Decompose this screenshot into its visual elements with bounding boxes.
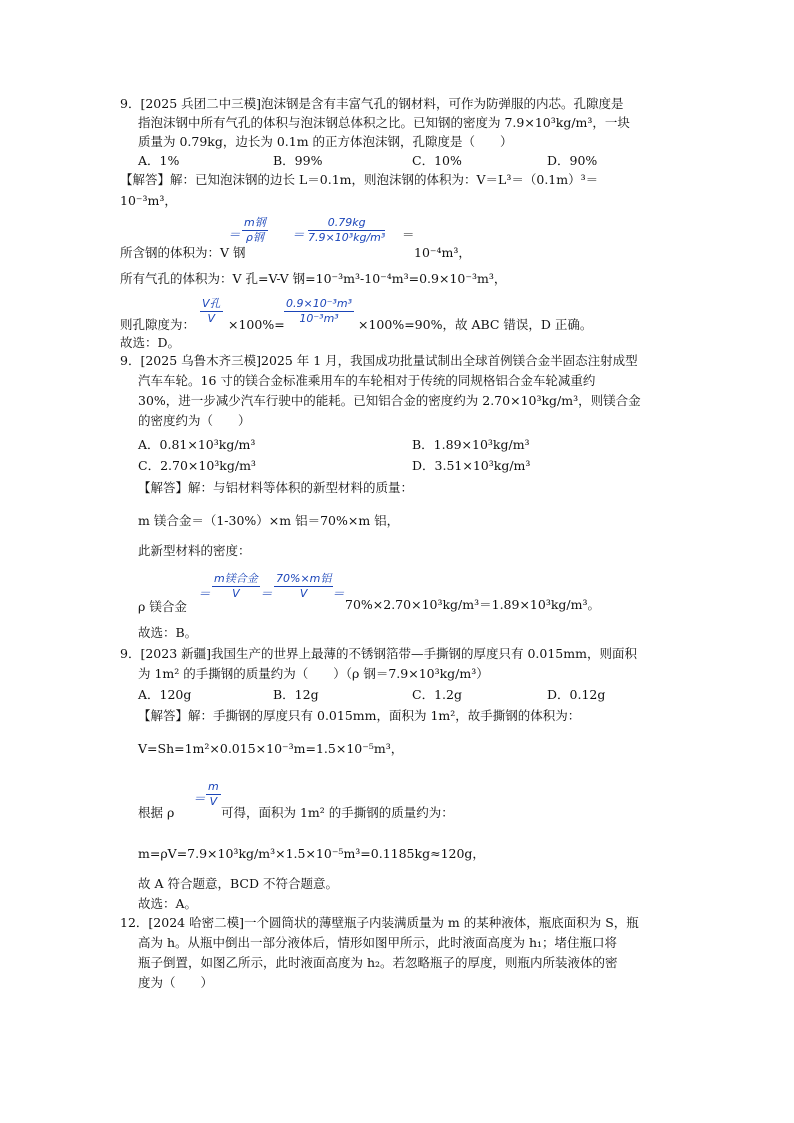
q9c-rho-suffix: 可得，面积为 1m² 的手撕钢的质量约为： xyxy=(221,805,454,820)
q9c-conclusion: 故 A 符合题意，BCD 不符合题意。 xyxy=(138,876,338,891)
q9c-option-a: A．120g xyxy=(138,687,192,702)
q9b-line-1: 9．[2025 乌鲁木齐三模]2025 年 1 月，我国成功批量试制出全球首例镁合金半固态注射成型 xyxy=(120,353,638,368)
q9a-fraction-2: $\frac{0.79kg}{\text{7.9×10³kg/m³}}$ xyxy=(308,216,386,244)
q9a-porosity-prefix: 则孔隙度为： xyxy=(120,317,196,332)
q9a-pore-volume: 所有气孔的体积为：V 孔=V-V 钢=10⁻³m³-10⁻⁴m³=0.9×10⁻³m³， xyxy=(120,271,507,286)
q9a-line-1: 9．[2025 兵团二中三模]泡沫钢是含有丰富气孔的钢材料，可作为防弹服的内芯。孔隙度是 xyxy=(120,96,624,111)
q9b-line-2: 汽车车轮。16 寸的镁合金标准乘用车的车轮相对于传统的同规格铝合金车轮减重约 xyxy=(138,373,596,388)
q9a-fraction-4: $\frac{\text{0.9×10⁻³m³}}{\text{10⁻³m³}}$ xyxy=(286,297,353,325)
q12-line-4: 度为（ ） xyxy=(138,975,214,990)
q9b-fraction-2: 70%×m铝 V xyxy=(276,572,332,600)
q9c-volume: V=Sh=1m²×0.015×10⁻³m=1.5×10⁻⁵m³， xyxy=(138,741,404,756)
answer-tag: 【解答】 xyxy=(138,480,189,495)
document-page: 9．[2025 兵团二中三模]泡沫钢是含有丰富气孔的钢材料，可作为防弹服的内芯。孔隙度是 指泡沫钢中所有气孔的体积与泡沫钢总体积之比。已知钢的密度为 7.9×10³kg/m³，一块 质量为 0.79kg，边长为 0.1m 的正方体泡沫钢，孔隙度是（ ） A．1% B．99% C．10% D．90% 【解答】解：已知泡沫钢的边长 L＝0.1m，则泡沫钢的体积为：V＝L³＝（0.1m）³＝ 10⁻³m³， 所含钢的体积为：V 钢 ＝ m钢 ρ钢 ＝ $\frac{0.79kg}{\text{7.9×10³kg/m³}}$ ＝ 10⁻⁴m³， 所有气孔的体积为：V 孔=V-V 钢=10⁻³m³-10⁻⁴m³=0.9×10⁻³m³， 则孔隙度为： V孔 V ×100%= $\frac{\text{0.9×10⁻³m³}}{\text{10⁻³m³}}$ ×100%=90%，故 ABC 错误，D 正确。 故选：D。 9．[2025 乌鲁木齐三模]2025 年 1 月，我国成功批量试制出全球首例镁合金半固态注射成型 汽车车轮。16 寸的镁合金标准乘用车的车轮相对于传统的同规格铝合金车轮减重约 30%，进一步减少汽车行驶中的能耗。已知铝合金的密度约为 2.70×10³kg/m³，则镁合金 的密度约为（ ） A．0.81×10³kg/m³ B．1.89×10³kg/m³ C．2.70×10³kg/m³ D．3.51×10³kg/m³ 【解答】解：与铝材料等体积的新型材料的质量： m 镁合金＝（1-30%）×m 铝＝70%×m 铝， 此新型材料的密度： ρ 镁合金 ＝ m镁合金 V ＝ 70%×m铝 V ＝ 70%×2.70×10³kg/m³＝1.89×10³kg/m³。 故选：B。 9．[2023 新疆]我国生产的世界上最薄的不锈钢箔带—手撕钢的厚度只有 0.015mm，则面积 为 1m² 的手撕钢的质量约为（ ）（ρ 钢＝7.9×10³kg/m³） A．120g B．12g C．1.2g D．0.12g 【解答】解：手撕钢的厚度只有 0.015mm，面积为 1m²，故手撕钢的体积为： V=Sh=1m²×0.015×10⁻³m=1.5×10⁻⁵m³， 根据 ρ ＝ $\frac{m}{V}$ 可得，面积为 1m² 的手撕钢的质量约为： m=ρV=7.9×10³kg/m³×1.5×10⁻⁵m³=0.1185kg≈120g， 故 A 符合题意，BCD 不符合题意。 故选：A。 12．[2024 哈密二模]一个圆筒状的薄壁瓶子内装满质量为 m 的某种液体，瓶底面积为 S，瓶 高为 h。从瓶中倒出一部分液体后，情形如图甲所示，此时液面高度为 h₁；堵住瓶口将 瓶子倒置，如图乙所示，此时液面高度为 h₂。若忽略瓶子的厚度，则瓶内所装液体的密 度为（ ） xyxy=(120,96,641,990)
q9c-rho-prefix: 根据 ρ xyxy=(138,805,175,820)
q9b-option-d: D．3.51×10³kg/m³ xyxy=(412,458,531,473)
q9a-option-c: C．10% xyxy=(412,153,462,168)
q9b-rho-label: ρ 镁合金 xyxy=(138,599,187,614)
q9a-line-3: 质量为 0.79kg，边长为 0.1m 的正方体泡沫钢，孔隙度是（ ） xyxy=(138,134,513,149)
q9c-answer-line-1 xyxy=(138,707,580,725)
q9c-line-1: 9．[2023 新疆]我国生产的世界上最薄的不锈钢箔带—手撕钢的厚度只有 0.015mm，则面积 xyxy=(120,646,637,661)
q9a-porosity-mid: ×100%= xyxy=(228,317,285,332)
q9b-option-a: A．0.81×10³kg/m³ xyxy=(138,437,256,452)
q9a-answer-line-2: 10⁻³m³， xyxy=(120,193,177,208)
q9c-fraction: $\frac{m}{V}$ xyxy=(208,780,219,808)
answer-text: 解：手撕钢的厚度只有 0.015mm，面积为 1m²，故手撕钢的体积为： xyxy=(188,708,581,723)
q9a-fraction-3: V孔 V xyxy=(202,297,221,325)
q9c-option-c: C．1.2g xyxy=(412,687,462,702)
q9a-porosity-end: ×100%=90%，故 ABC 错误，D 正确。 xyxy=(358,317,593,332)
q9c-choose: 故选：A。 xyxy=(138,896,198,911)
q9b-choose: 故选：B。 xyxy=(138,625,198,640)
answer-tag: 【解答】 xyxy=(138,708,189,723)
q9a-steel-volume-prefix: 所含钢的体积为：V 钢 xyxy=(120,245,246,260)
q9b-density-label: 此新型材料的密度： xyxy=(138,543,251,558)
q9c-option-b: B．12g xyxy=(273,687,319,702)
q9a-option-d: D．90% xyxy=(547,153,598,168)
q9b-mass: m 镁合金＝（1-30%）×m 铝＝70%×m 铝， xyxy=(138,513,400,528)
q9b-line-4: 的密度约为（ ） xyxy=(138,413,251,428)
q9b-result: 70%×2.70×10³kg/m³＝1.89×10³kg/m³。 xyxy=(345,597,601,612)
q9a-option-b: B．99% xyxy=(273,153,323,168)
q9a-option-a: A．1% xyxy=(138,153,180,168)
q9c-option-d: D．0.12g xyxy=(547,687,606,702)
q12-line-2: 高为 h。从瓶中倒出一部分液体后，情形如图甲所示，此时液面高度为 h₁；堵住瓶口将 xyxy=(138,935,618,950)
q9b-line-3: 30%，进一步减少汽车行驶中的能耗。已知铝合金的密度约为 2.70×10³kg/m³，则镁合金 xyxy=(138,393,641,408)
q12-line-3: 瓶子倒置，如图乙所示，此时液面高度为 h₂。若忽略瓶子的厚度，则瓶内所装液体的密 xyxy=(138,955,618,970)
q9c-mass: m=ρV=7.9×10³kg/m³×1.5×10⁻⁵m³=0.1185kg≈120g， xyxy=(138,846,485,861)
q9a-answer-line-1 xyxy=(120,171,598,189)
q9c-line-2: 为 1m² 的手撕钢的质量约为（ ）（ρ 钢＝7.9×10³kg/m³） xyxy=(138,666,489,681)
q12-line-1: 12．[2024 哈密二模]一个圆筒状的薄壁瓶子内装满质量为 m 的某种液体，瓶底面积为 S，瓶 xyxy=(120,915,639,930)
answer-text: 解：与铝材料等体积的新型材料的质量： xyxy=(188,480,414,495)
answer-tag: 【解答】 xyxy=(120,172,171,187)
q9b-option-c: C．2.70×10³kg/m³ xyxy=(138,458,256,473)
q9a-choose: 故选：D。 xyxy=(120,335,181,350)
q9b-fraction-1: m镁合金 V xyxy=(214,572,258,600)
answer-text: 解：已知泡沫钢的边长 L＝0.1m，则泡沫钢的体积为：V＝L³＝（0.1m）³＝ xyxy=(170,172,599,187)
q9a-fraction-1: m钢 ρ钢 xyxy=(244,216,266,244)
q9b-option-b: B．1.89×10³kg/m³ xyxy=(412,437,530,452)
q9a-line-2: 指泡沫钢中所有气孔的体积与泡沫钢总体积之比。已知钢的密度为 7.9×10³kg/m³，一块 xyxy=(138,115,630,130)
q9b-answer-line-1 xyxy=(138,479,413,497)
q9a-steel-volume-result: 10⁻⁴m³， xyxy=(414,245,471,260)
